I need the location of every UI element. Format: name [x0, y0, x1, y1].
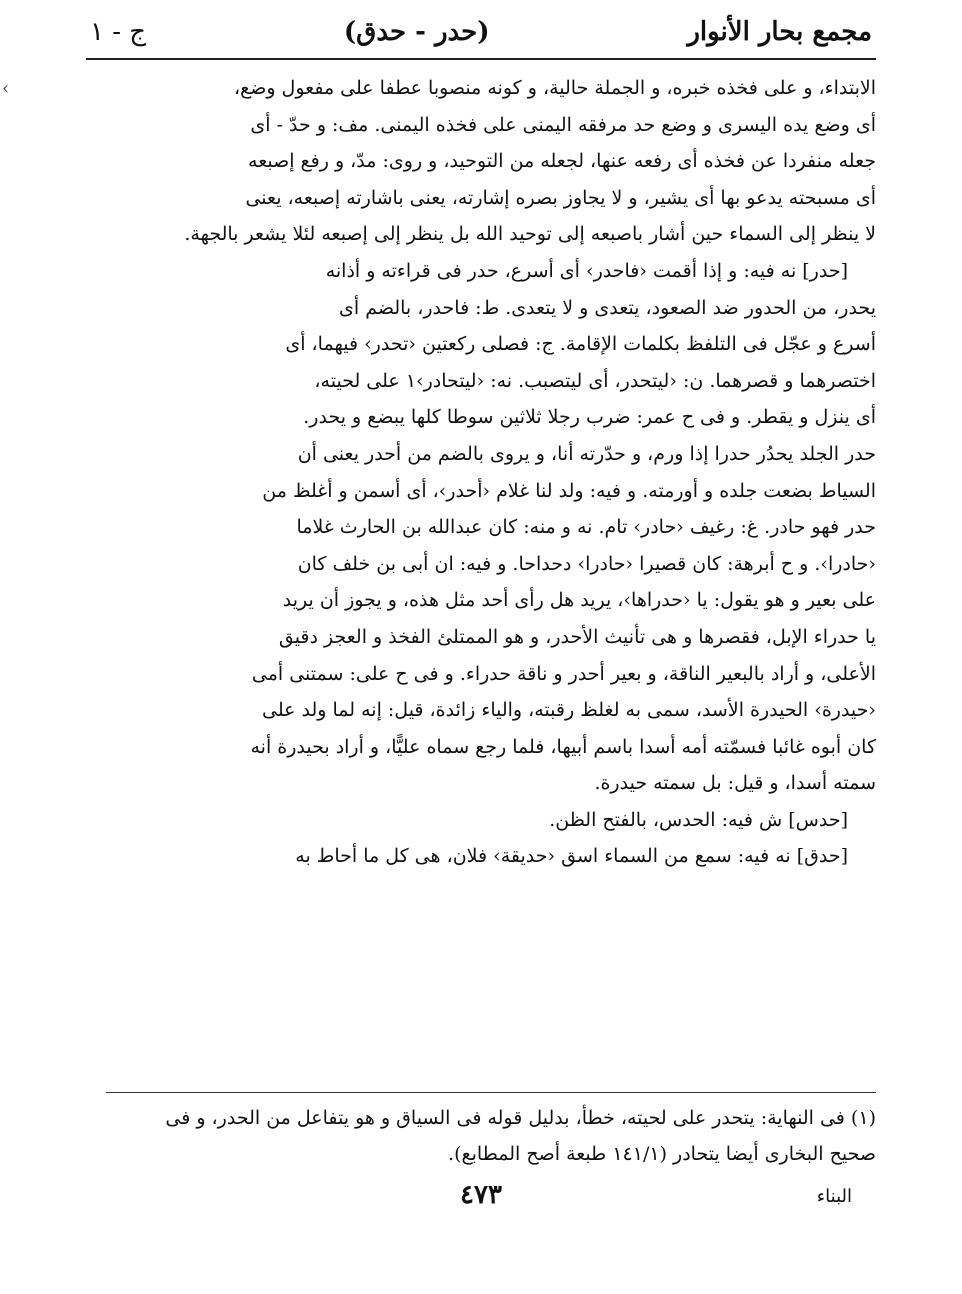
- footnote-rule: [106, 1092, 876, 1093]
- text-line: حدر الجلد يحدُر حدرا إذا ورم، و حدّرته أنا، و يروى بالضم من أحدر يعنى أن: [297, 442, 876, 465]
- text-line: يا حدراء الإبل، فقصرها و هى تأنيث الأحدر، و هو الممتلئ الفخذ و العجز دقيق: [278, 625, 876, 648]
- text-line: الأعلى، و أراد بالبعير الناقة، و بعير أحدر و ناقة حدراء. و فى ح على: سمتنى أمى: [251, 662, 876, 685]
- text-line: أسرع و عجّل فى التلفظ بكلمات الإقامة. ج: فصلى ركعتين ‹تحدر› فيهما، أى: [285, 333, 876, 356]
- footnote-line: صحيح البخارى أيضا يتحادر (١٤١/١ طبعة أصح المطابع).: [448, 1143, 876, 1165]
- entry-range: (حدر - حدق): [343, 17, 490, 47]
- text-line: حدر فهو حادر. غ: رغيف ‹حادر› تام. نه و منه: كان عبدالله بن الحارث غلاما: [296, 516, 876, 539]
- text-line: السياط بضعت جلده و أورمته. و فيه: ولد لنا غلام ‹أحدر›، أى أسمن و أغلظ من: [262, 479, 876, 502]
- text-line: يحدر، من الحدور ضد الصعود، يتعدى و لا يتعدى. ط: فاحدر، بالضم أى: [339, 296, 876, 319]
- text-line: الابتداء، و على فخذه خبره، و الجملة حالية، و كونه منصوبا عطفا على مفعول وضع،: [233, 77, 876, 99]
- text-line: جعله منفردا عن فخذه أى رفعه عنها، لجعله من التوحيد، و روى: مدّ، و رفع إصبعه: [248, 150, 876, 173]
- text-line: أى وضع يده اليسرى و وضع حد مرفقه اليمنى على فخذه اليمنى. مف: و حدّ - أى: [250, 113, 876, 136]
- text-line: ‹حادرا›. و ح أبرهة: كان قصيرا ‹حادرا› دحداحا. و فيه: ان أبى بن خلف كان: [297, 552, 876, 575]
- text-line: أى مسبحته يدعو بها أى يشير، و لا يجاوز بصره إشارته، يعنى باشارته إصبعه، يعنى: [245, 186, 876, 209]
- text-line: ‹حيدرة› الحيدرة الأسد، سمى به لغلظ رقبته، والياء زائدة، قيل: إنه لما ولد على: [262, 699, 876, 722]
- margin-arrow-mark: ‹: [2, 78, 10, 99]
- text-line: كان أبوه غائبا فسمّته أمه أسدا باسم أبيها، فلما رجع سماه عليًّا، و أراد بحيدرة أنه: [250, 735, 876, 758]
- text-line: اختصرهما و قصرهما. ن: ‹ليتحدر، أى ليتصبب. نه: ‹ليتحادر›١ على لحيته،: [314, 369, 876, 392]
- entry-heading-line: [حدر] نه فيه: و إذا أقمت ‹فاحدر› أى أسرع، حدر فى قراءته و أذانه: [325, 259, 848, 282]
- text-line: سمته أسدا، و قيل: بل سمته حيدرة.: [594, 772, 876, 795]
- text-line: على بعير و هو يقول: يا ‹حدراها›، يريد هل رأى أحد مثل هذه، و يجوز أن يريد: [282, 589, 876, 612]
- page-number: ٤٧٣: [460, 1180, 502, 1210]
- entry-heading-line: [حدس] ش فيه: الحدس، بالفتح الظن.: [549, 808, 848, 831]
- running-header: [90, 12, 872, 52]
- signature-mark: البناء: [816, 1186, 852, 1207]
- book-title: مجمع بحار الأنوار: [687, 17, 872, 47]
- entry-hadaq: [86, 838, 876, 875]
- text-line: لا ينظر إلى السماء حين أشار باصبعه إلى توحيد الله بل ينظر إلى إصبعه لئلا يشعر بالجهة.: [184, 223, 876, 246]
- footnotes: [86, 1100, 876, 1172]
- entry-hadar: [86, 253, 876, 802]
- volume-label: ج - ١: [90, 17, 147, 47]
- text-line: أى ينزل و يقطر. و فى ح عمر: ضرب رجلا ثلاثين سوطا كلها يبضع و يحدر.: [303, 406, 876, 429]
- entry-hadas: [86, 802, 876, 839]
- footnote-line: (١) فى النهاية: يتحدر على لحيته، خطأ، بدليل قوله فى السياق و هو يتفاعل من الحدر، و فى: [165, 1107, 876, 1129]
- header-rule: [86, 58, 876, 60]
- entry-heading-line: [حدق] نه فيه: سمع من السماء اسق ‹حديقة› فلان، هى كل ما أحاط به: [295, 845, 848, 868]
- main-text: [86, 70, 876, 875]
